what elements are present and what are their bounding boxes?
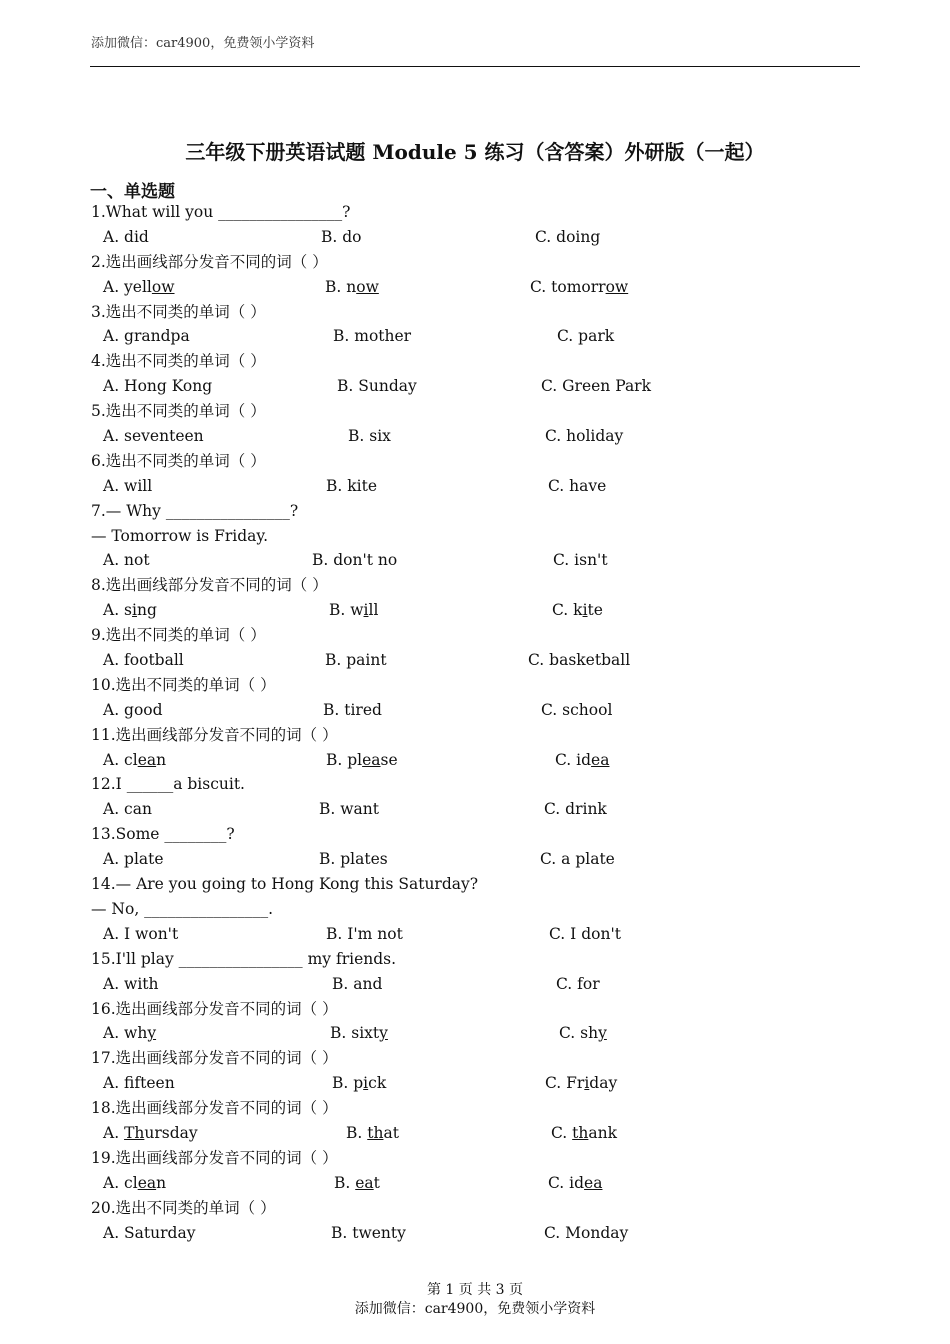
question-stem bbox=[0, 250, 950, 275]
answer-option[interactable]: C. park bbox=[557, 327, 615, 346]
underlined-letters: Th bbox=[124, 1123, 145, 1142]
options-row bbox=[0, 922, 950, 947]
answer-option[interactable]: A. Thursday bbox=[103, 1123, 198, 1142]
answer-option[interactable]: A. can bbox=[103, 800, 152, 819]
options-row bbox=[0, 1071, 950, 1096]
question-stem bbox=[0, 200, 950, 225]
answer-option[interactable]: A. sing bbox=[103, 601, 157, 620]
question-stem bbox=[0, 1046, 950, 1071]
underlined-letters: y bbox=[598, 1024, 607, 1043]
question-stem bbox=[0, 947, 950, 972]
answer-option[interactable]: A. plate bbox=[103, 850, 164, 869]
options-row bbox=[0, 548, 950, 573]
answer-option[interactable]: A. seventeen bbox=[103, 427, 204, 446]
question-stem bbox=[0, 772, 950, 797]
answer-option[interactable]: C. have bbox=[548, 476, 607, 495]
answer-option[interactable]: B. mother bbox=[333, 327, 412, 346]
answer-option[interactable]: C. doing bbox=[535, 227, 601, 246]
answer-option[interactable]: B. don't no bbox=[312, 551, 398, 570]
options-row bbox=[0, 972, 950, 997]
answer-option[interactable]: C. idea bbox=[555, 750, 610, 769]
answer-option[interactable]: C. basketball bbox=[528, 651, 631, 670]
underlined-letters: ow bbox=[151, 277, 175, 296]
answer-option[interactable]: B. want bbox=[319, 800, 379, 819]
question-list bbox=[0, 200, 950, 1245]
answer-option[interactable]: A. yellow bbox=[103, 277, 175, 296]
question-text: 13.Some ________? bbox=[91, 825, 235, 844]
question-text: 10.选出不同类的单词（ ） bbox=[91, 675, 276, 694]
question-text: 16.选出画线部分发音不同的词（ ） bbox=[91, 999, 338, 1018]
question-text: 18.选出画线部分发音不同的词（ ） bbox=[91, 1099, 338, 1118]
question-stem bbox=[0, 1096, 950, 1121]
footer-page-number: 第 1 页 共 3 页 bbox=[426, 1282, 524, 1298]
answer-option[interactable]: A. ffteen bbox=[103, 1074, 175, 1093]
underlined-letters: ea bbox=[137, 1173, 157, 1192]
answer-option[interactable]: C. idea bbox=[548, 1173, 603, 1192]
underlined-letters: th bbox=[367, 1123, 384, 1142]
question-stem bbox=[0, 897, 950, 922]
header-rule bbox=[90, 66, 860, 67]
question-text: 17.选出画线部分发音不同的词（ ） bbox=[91, 1049, 338, 1068]
underlined-letters: y bbox=[147, 1024, 157, 1043]
underlined-letters: i bbox=[363, 1074, 369, 1093]
question-stem bbox=[0, 573, 950, 598]
answer-option[interactable]: B. eat bbox=[334, 1173, 380, 1192]
question-stem bbox=[0, 524, 950, 549]
answer-option[interactable]: B. plates bbox=[319, 850, 388, 869]
answer-option[interactable]: C. I don't bbox=[549, 924, 621, 943]
options-row bbox=[0, 1171, 950, 1196]
answer-option[interactable]: B. twenty bbox=[331, 1223, 406, 1242]
question-stem bbox=[0, 723, 950, 748]
question-stem bbox=[0, 872, 950, 897]
answer-option[interactable]: B. pick bbox=[332, 1074, 387, 1093]
document-title: 三年级下册英语试题 Module 5 练习（含答案）外研版（一起） bbox=[185, 140, 765, 164]
question-text: 14.— Are you going to Hong Kong this Saturday? bbox=[91, 875, 479, 894]
answer-option[interactable]: A. good bbox=[103, 700, 163, 719]
question-text: 8.选出画线部分发音不同的词（ ） bbox=[91, 576, 328, 595]
underlined-letters: ea bbox=[362, 750, 381, 769]
answer-option[interactable]: B. that bbox=[346, 1123, 399, 1142]
underlined-letters: ea bbox=[355, 1173, 374, 1192]
question-stem bbox=[0, 449, 950, 474]
answer-option[interactable]: B. sixty bbox=[330, 1024, 388, 1043]
options-row bbox=[0, 275, 950, 300]
question-text: 6.选出不同类的单词（ ） bbox=[91, 451, 266, 470]
answer-option[interactable]: B. tired bbox=[323, 700, 382, 719]
underlined-letters: i bbox=[363, 601, 369, 620]
question-stem bbox=[0, 300, 950, 325]
question-stem bbox=[0, 499, 950, 524]
options-row bbox=[0, 1121, 950, 1146]
question-text: 20.选出不同类的单词（ ） bbox=[91, 1198, 276, 1217]
answer-option[interactable]: B. now bbox=[325, 277, 379, 296]
answer-option[interactable]: B. Sunday bbox=[337, 377, 417, 396]
section-title: 一、单选题 bbox=[90, 182, 175, 202]
question-stem bbox=[0, 673, 950, 698]
answer-option[interactable]: C. Green Park bbox=[541, 377, 651, 396]
answer-option[interactable]: C. for bbox=[556, 974, 600, 993]
answer-option[interactable]: A. did bbox=[103, 227, 149, 246]
question-stem bbox=[0, 349, 950, 374]
answer-option[interactable]: C. Monday bbox=[544, 1223, 629, 1242]
question-stem bbox=[0, 822, 950, 847]
answer-option[interactable]: A. clean bbox=[103, 750, 167, 769]
question-text: 19.选出画线部分发音不同的词（ ） bbox=[91, 1148, 338, 1167]
options-row bbox=[0, 1021, 950, 1046]
options-row bbox=[0, 748, 950, 773]
options-row bbox=[0, 1221, 950, 1246]
answer-option[interactable]: C. drink bbox=[544, 800, 607, 819]
answer-option[interactable]: A. football bbox=[103, 651, 184, 670]
answer-option[interactable]: B. please bbox=[326, 750, 398, 769]
question-text: — No, ________________. bbox=[91, 899, 274, 918]
options-row bbox=[0, 374, 950, 399]
options-row bbox=[0, 598, 950, 623]
options-row bbox=[0, 797, 950, 822]
underlined-letters: ea bbox=[137, 750, 157, 769]
options-row bbox=[0, 225, 950, 250]
footer-note: 添加微信：car4900，免费领小学资料 bbox=[354, 1301, 596, 1317]
question-text: 2.选出画线部分发音不同的词（ ） bbox=[91, 252, 328, 271]
answer-option[interactable]: C. a plate bbox=[540, 850, 615, 869]
answer-option[interactable]: C. isn't bbox=[553, 551, 608, 570]
options-row bbox=[0, 698, 950, 723]
underlined-letters: i bbox=[582, 601, 588, 620]
answer-option[interactable]: C. thank bbox=[551, 1123, 618, 1142]
options-row bbox=[0, 324, 950, 349]
answer-option[interactable]: B. six bbox=[348, 427, 391, 446]
answer-option[interactable]: C. shy bbox=[559, 1024, 607, 1043]
underlined-letters: ea bbox=[591, 750, 610, 769]
answer-option[interactable]: C. kite bbox=[552, 601, 603, 620]
underlined-letters: ea bbox=[584, 1173, 603, 1192]
answer-option[interactable]: C. Friday bbox=[545, 1074, 618, 1093]
options-row bbox=[0, 474, 950, 499]
answer-option[interactable]: A. grandpa bbox=[103, 327, 190, 346]
question-stem bbox=[0, 1196, 950, 1221]
answer-option[interactable]: A. clean bbox=[103, 1173, 167, 1192]
question-stem bbox=[0, 623, 950, 648]
question-text: 3.选出不同类的单词（ ） bbox=[91, 302, 266, 321]
answer-option[interactable]: A. I won't bbox=[103, 924, 179, 943]
answer-option[interactable]: A. will bbox=[103, 476, 153, 495]
question-text: — Tomorrow is Friday. bbox=[91, 526, 269, 545]
question-text: 4.选出不同类的单词（ ） bbox=[91, 352, 266, 371]
question-text: 9.选出不同类的单词（ ） bbox=[91, 626, 266, 645]
question-text: 12.I ______a biscuit. bbox=[91, 775, 245, 794]
answer-option[interactable]: C. tomorrow bbox=[530, 277, 629, 296]
question-text: 15.I'll play ________________ my friends. bbox=[91, 949, 397, 968]
answer-option[interactable]: C. school bbox=[541, 700, 613, 719]
options-row bbox=[0, 847, 950, 872]
question-text: 5.选出不同类的单词（ ） bbox=[91, 402, 266, 421]
answer-option[interactable]: B. paint bbox=[325, 651, 387, 670]
underlined-letters: th bbox=[572, 1123, 589, 1142]
answer-option[interactable]: B. kite bbox=[326, 476, 377, 495]
answer-option[interactable]: A. not bbox=[103, 551, 150, 570]
options-row bbox=[0, 424, 950, 449]
question-text: 11.选出画线部分发音不同的词（ ） bbox=[91, 725, 338, 744]
question-stem bbox=[0, 997, 950, 1022]
question-stem bbox=[0, 1146, 950, 1171]
question-text: 7.— Why ________________? bbox=[91, 501, 299, 520]
answer-option[interactable]: B. and bbox=[332, 974, 383, 993]
answer-option[interactable]: A. why bbox=[103, 1024, 157, 1043]
answer-option[interactable]: A. Saturday bbox=[103, 1223, 196, 1242]
answer-option[interactable]: B. I'm not bbox=[326, 924, 403, 943]
answer-option[interactable]: C. holiday bbox=[545, 427, 624, 446]
options-row bbox=[0, 648, 950, 673]
answer-option[interactable]: A. with bbox=[103, 974, 159, 993]
underlined-letters: i bbox=[132, 601, 137, 620]
underlined-letters: ow bbox=[605, 277, 629, 296]
underlined-letters: y bbox=[379, 1024, 388, 1043]
answer-option[interactable]: B. do bbox=[321, 227, 362, 246]
question-stem bbox=[0, 399, 950, 424]
underlined-letters: ow bbox=[356, 277, 379, 296]
underlined-letters: i bbox=[584, 1074, 590, 1093]
question-text: 1.What will you ________________? bbox=[91, 203, 351, 221]
answer-option[interactable]: B. will bbox=[329, 601, 379, 620]
answer-option[interactable]: A. Hong Kong bbox=[103, 377, 213, 396]
header-text: 添加微信：car4900，免费领小学资料 bbox=[91, 36, 315, 51]
